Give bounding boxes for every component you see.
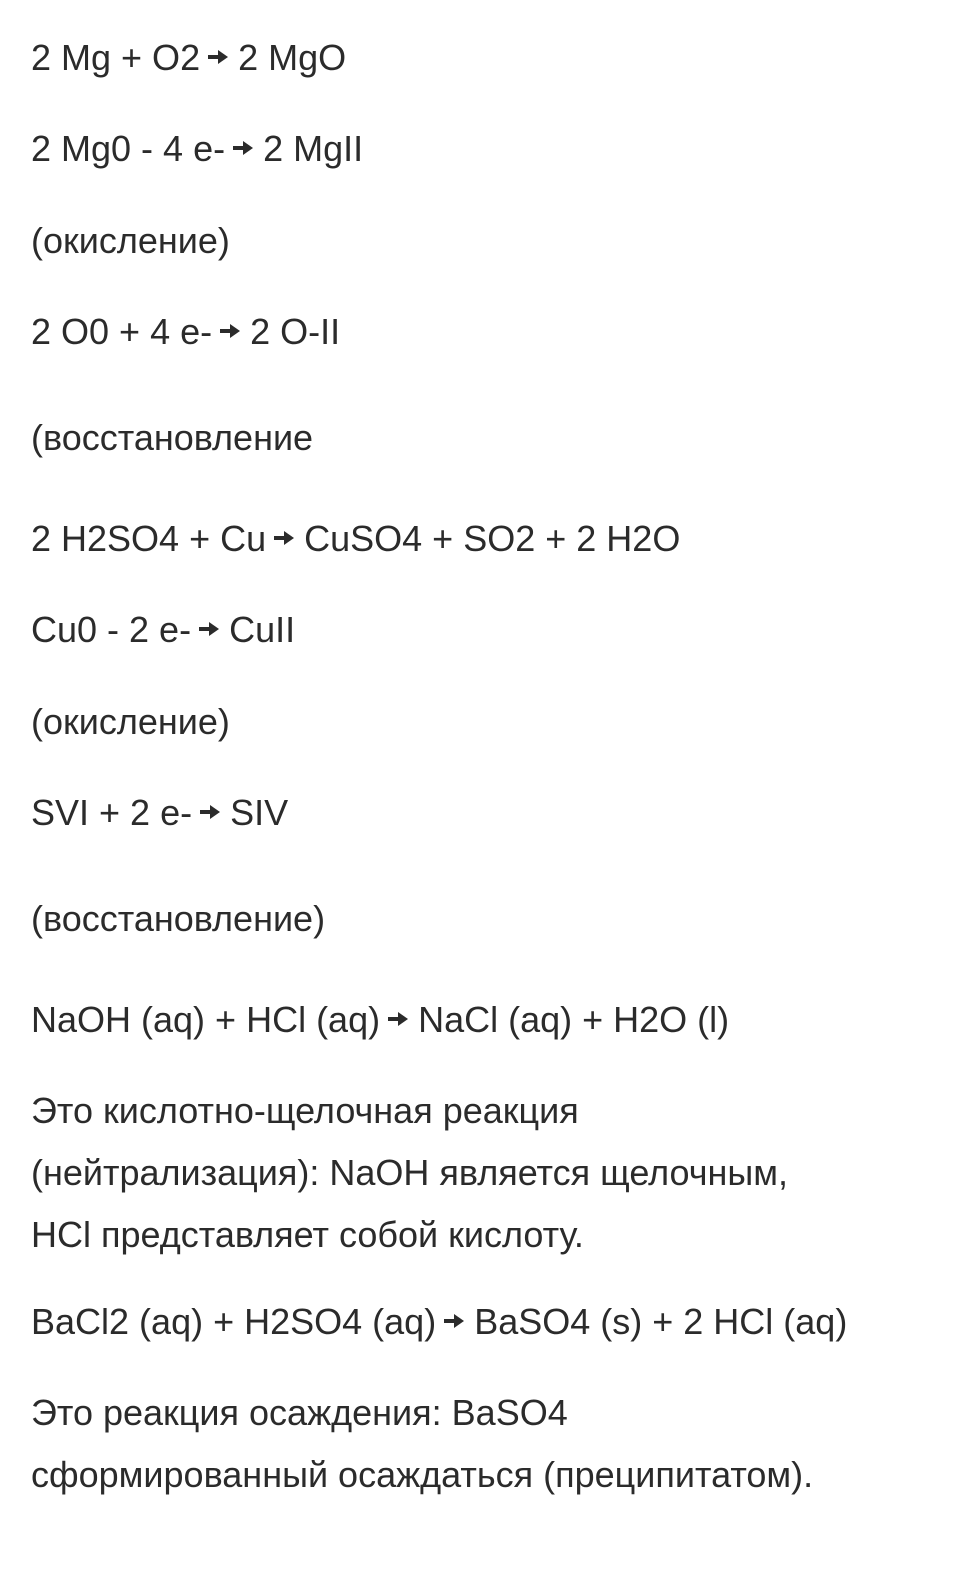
half-reaction-rhs: CuII [229, 609, 296, 650]
half-reaction-lhs: 2 O0 + 4 e- [31, 311, 213, 352]
explanation-line: HCl представляет собой кислоту. [31, 1214, 584, 1255]
half-reaction-mg [31, 127, 363, 171]
process-label-reduction: (восстановление [31, 417, 314, 458]
process-label-reduction: (восстановление) [31, 898, 326, 939]
equation-rhs: CuSO4 + SO2 + 2 H2O [304, 518, 681, 559]
right-arrow-icon [233, 141, 253, 155]
process-label-oxidation: (окисление) [31, 701, 230, 742]
right-arrow-icon [208, 50, 228, 64]
right-arrow-icon [444, 1314, 464, 1328]
equation-lhs: NaOH (aq) + HCl (aq) [31, 999, 381, 1040]
process-label-oxidation: (окисление) [31, 220, 230, 261]
half-reaction-o [31, 310, 340, 354]
half-reaction-s [31, 791, 288, 835]
equation-lhs: 2 Mg + O2 [31, 37, 201, 78]
half-reaction-cu [31, 608, 295, 652]
equation-naoh-hcl [31, 998, 729, 1042]
equation-bacl2-h2so4 [31, 1300, 847, 1344]
explanation-neutralization [31, 1080, 941, 1266]
half-reaction-lhs: 2 Mg0 - 4 e- [31, 128, 226, 169]
equation-mg-o2 [31, 36, 346, 80]
right-arrow-icon [199, 622, 219, 636]
half-reaction-rhs: SIV [230, 792, 289, 833]
right-arrow-icon [274, 531, 294, 545]
explanation-line: (нейтрализация): NaOH является щелочным, [31, 1152, 789, 1193]
explanation-line: Это кислотно-щелочная реакция [31, 1090, 579, 1131]
half-reaction-rhs: 2 MgII [263, 128, 364, 169]
half-reaction-rhs: 2 O-II [250, 311, 341, 352]
equation-lhs: BaCl2 (aq) + H2SO4 (aq) [31, 1301, 437, 1342]
right-arrow-icon [388, 1012, 408, 1026]
equation-rhs: 2 MgO [238, 37, 347, 78]
explanation-precipitation [31, 1382, 941, 1506]
half-reaction-lhs: Cu0 - 2 e- [31, 609, 192, 650]
right-arrow-icon [220, 324, 240, 338]
equation-lhs: 2 H2SO4 + Cu [31, 518, 267, 559]
equation-h2so4-cu [31, 517, 680, 561]
half-reaction-lhs: SVI + 2 e- [31, 792, 193, 833]
equation-rhs: NaCl (aq) + H2O (l) [418, 999, 730, 1040]
explanation-line: Это реакция осаждения: BaSO4 [31, 1392, 568, 1433]
right-arrow-icon [200, 805, 220, 819]
equation-rhs: BaSO4 (s) + 2 HCl (aq) [474, 1301, 848, 1342]
explanation-line: сформированный осаждаться (преципитатом). [31, 1454, 814, 1495]
